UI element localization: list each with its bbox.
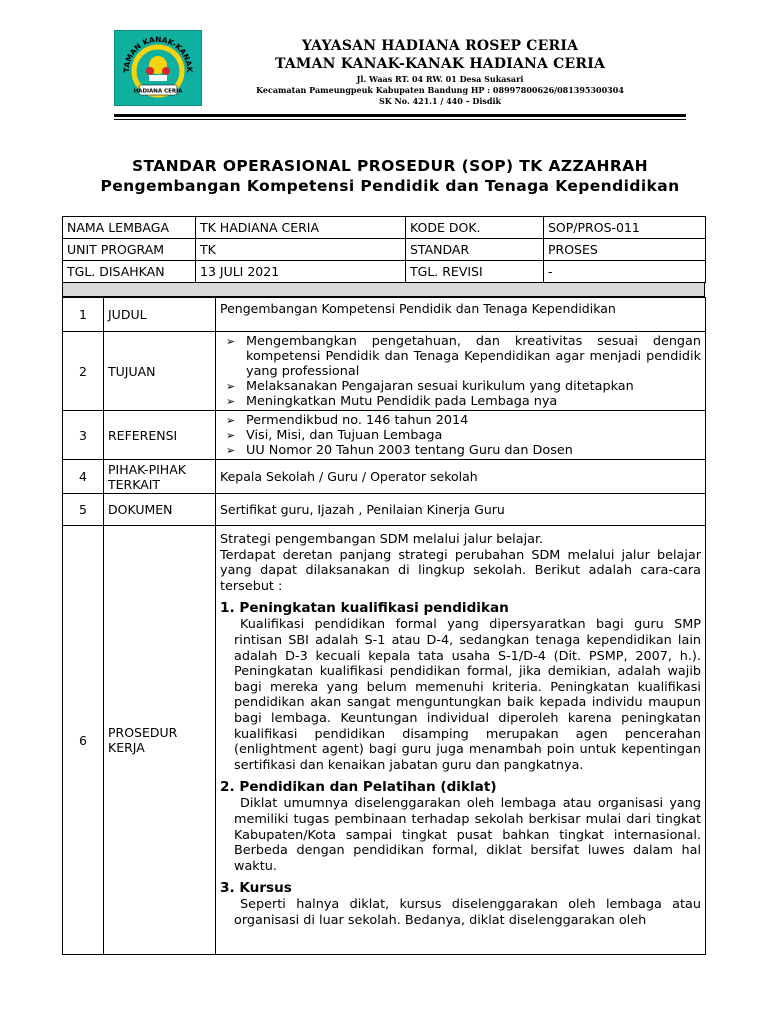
procedure-intro: Strategi pengembangan SDM melalui jalur belajar.: [220, 532, 544, 547]
info-value: SOP/PROS-011: [544, 217, 706, 239]
table-row: [63, 239, 706, 261]
row-label: REFERENSI: [104, 411, 216, 460]
logo-banner-text: HADIANA CERIA: [133, 88, 183, 95]
row-number: 4: [63, 460, 104, 494]
info-label: UNIT PROGRAM: [63, 239, 196, 261]
section-heading: 3. Kursus: [220, 880, 292, 897]
letterhead-org: YAYASAN HADIANA ROSEP CERIA: [301, 38, 579, 54]
row-number: 2: [63, 332, 104, 411]
logo-arc-text: TAMAN KANAK-KANAK: [121, 34, 195, 73]
table-row: [63, 526, 706, 955]
row-value: Pengembangan Kompetensi Pendidik dan Tenaga Kependidikan: [216, 298, 706, 332]
info-label: NAMA LEMBAGA: [63, 217, 196, 239]
table-row: [63, 217, 706, 239]
document-title: STANDAR OPERASIONAL PROSEDUR (SOP) TK AZZAHRAH: [131, 157, 649, 175]
list-item: ➢ Permendikbud no. 146 tahun 2014: [220, 413, 701, 428]
section-heading: 2. Pendidikan dan Pelatihan (diklat): [220, 779, 497, 796]
table-row: [63, 298, 706, 332]
table-row: [63, 332, 706, 411]
row-number: 5: [63, 494, 104, 526]
section-body: Diklat umumnya diselenggarakan oleh lembaga atau organisasi yang memiliki tugas pembinaan terhadap sekolah berkisar mulai dari tingkat Kabupaten/Kota sampai tingkat pusat bahkan tingkat internasional. Berbeda dengan pendidikan formal, diklat bersifat luwes dalam hal waktu.: [234, 796, 701, 874]
separator-row: [62, 282, 705, 297]
info-label: STANDAR: [406, 239, 544, 261]
row-number: 6: [63, 526, 104, 955]
row-value: Kepala Sekolah / Guru / Operator sekolah: [216, 460, 706, 494]
row-label: PIHAK-PIHAK TERKAIT: [104, 460, 216, 494]
sop-table: [62, 297, 706, 955]
info-table: [62, 216, 706, 283]
letterhead-rule-thick: [114, 114, 686, 117]
letterhead-rule-thin: [114, 119, 686, 120]
list-item: ➢ Melaksanakan Pengajaran sesuai kurikulum yang ditetapkan: [220, 379, 701, 394]
table-row: [63, 411, 706, 460]
row-label: JUDUL: [104, 298, 216, 332]
info-label: TGL. REVISI: [406, 261, 544, 283]
row-number: 1: [63, 298, 104, 332]
row-value: Sertifikat guru, Ijazah , Penilaian Kinerja Guru: [216, 494, 706, 526]
section-heading: 1. Peningkatan kualifikasi pendidikan: [220, 600, 509, 617]
info-value: -: [544, 261, 706, 283]
info-label: KODE DOK.: [406, 217, 544, 239]
row-label: TUJUAN: [104, 332, 216, 411]
section-body: Seperti halnya diklat, kursus diselenggarakan oleh lembaga atau organisasi di luar sekolah. Bedanya, diklat diselenggarakan oleh: [234, 897, 701, 928]
letterhead-address-line1: Jl. Waas RT. 04 RW. 01 Desa Sukasari: [356, 74, 524, 84]
table-row: [63, 494, 706, 526]
row-label: DOKUMEN: [104, 494, 216, 526]
list-item: ➢ Visi, Misi, dan Tujuan Lembaga: [220, 428, 701, 443]
list-item: ➢ Meningkatkan Mutu Pendidik pada Lembaga nya: [220, 394, 701, 409]
procedure-intro: Terdapat deretan panjang strategi perubahan SDM melalui jalur belajar yang dapat dilaksanakan di lingkup sekolah. Berikut adalah cara-cara tersebut :: [220, 547, 701, 594]
list-item: ➢ UU Nomor 20 Tahun 2003 tentang Guru dan Dosen: [220, 443, 701, 458]
info-value: TK HADIANA CERIA: [196, 217, 406, 239]
letterhead-school: TAMAN KANAK-KANAK HADIANA CERIA: [274, 56, 606, 72]
referensi-list: [220, 413, 701, 458]
letterhead-address-line2: Kecamatan Pameungpeuk Kabupaten Bandung HP : 08997800626/081395300304: [256, 85, 624, 95]
info-value: 13 JULI 2021: [196, 261, 406, 283]
section-body: Kualifikasi pendidikan formal yang dipersyaratkan bagi guru SMP rintisan SBI adalah S-1 atau D-4, sedangkan tenaga kependidikan lain adalah D-3 kecuali kepala tata usaha S-1/D-4 (Dit. PSMP, 2007, h.). Peningkatan kualifikasi pendidikan formal, jika demikian, adalah wajib bagi mereka yang belum memenuhi kriteria. Peningkatan kualifikasi pendidikan akan sangat menguntungkan baik kepada individu maupun bagi lembaga. Keuntungan individual diperoleh karena peningkatan kualifikasi pendidikan disamping merupakan agen pencerahan (enlightment agent) bagi guru juga menambah poin untuk kepentingan sertifikasi dan kenaikan jabatan guru dan pangkatnya.: [234, 617, 701, 773]
row-label: PROSEDUR KERJA: [104, 526, 216, 955]
row-value: [216, 411, 706, 460]
info-value: TK: [196, 239, 406, 261]
info-label: TGL. DISAHKAN: [63, 261, 196, 283]
letterhead-sk: SK No. 421.1 / 440 – Disdik: [378, 96, 502, 106]
table-row: [63, 261, 706, 283]
tujuan-list: [220, 334, 701, 409]
row-value: [216, 526, 706, 955]
row-number: 3: [63, 411, 104, 460]
document-subtitle: Pengembangan Kompetensi Pendidik dan Tenaga Kependidikan: [100, 177, 680, 195]
row-value: [216, 332, 706, 411]
list-item: ➢ Mengembangkan pengetahuan, dan kreativitas sesuai dengan kompetensi Pendidik dan Tenaga Kependidikan agar menjadi pendidik yang professional: [220, 334, 701, 379]
info-value: PROSES: [544, 239, 706, 261]
school-logo: [114, 30, 202, 106]
table-row: [63, 460, 706, 494]
